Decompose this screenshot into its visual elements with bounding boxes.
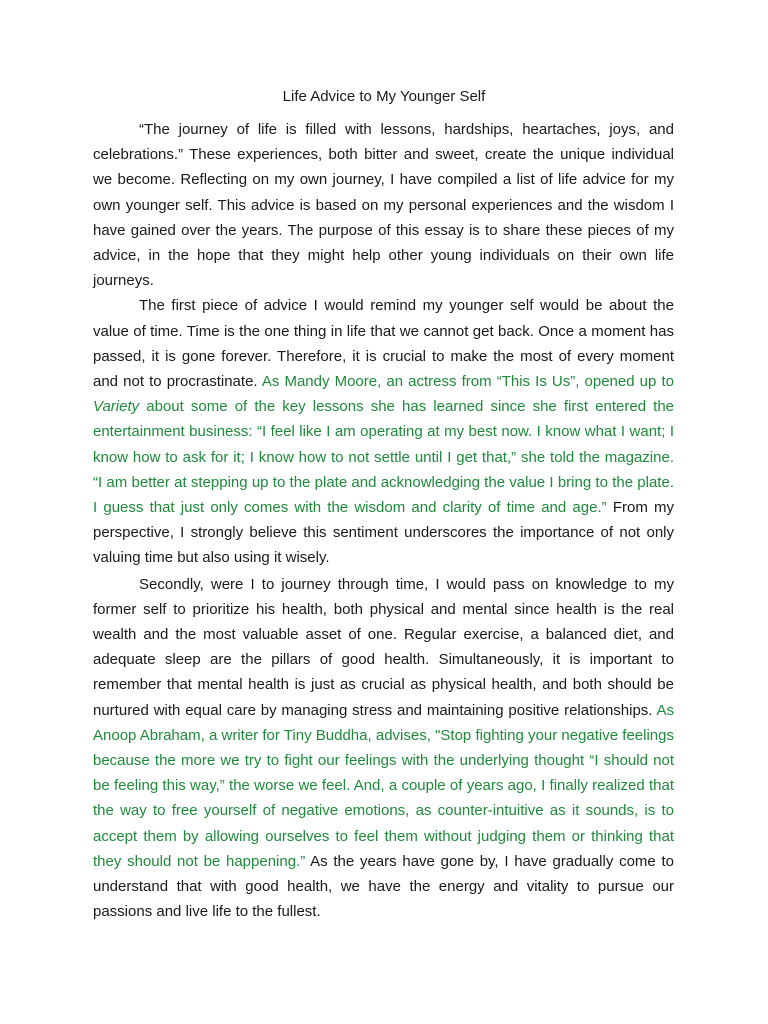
quote-variety-italic: Variety — [93, 398, 140, 416]
paragraph-time-text-2: From my perspective, I strongly believe this sentiment underscores the importance of not only valuing time but also using it wisely. — [93, 499, 675, 567]
quote-mandy-moore-1: As Mandy Moore, an actress from “This Is Us”, opened up to — [261, 373, 674, 391]
document-title: Life Advice to My Younger Self — [282, 88, 486, 105]
quote-anoop-abraham: As Anoop Abraham, a writer for Tiny Buddha, advises, "Stop fighting your negative feelings because the more we try to fight our feelings with the underlying thought “I should not be feeling this way,” the worse we feel. And, a couple of years ago, I finally realized that the way to free yourself of negative emotions, as counter-intuitive as it sounds, is to accept them by allowing ourselves to feel them without judging them or thinking that they should not be happening.” — [93, 701, 674, 870]
paragraph-health-text-2: As the years have gone by, I have gradually come to understand that with good health, we have the energy and vitality to pursue our passions and live life to the fullest. — [93, 852, 674, 921]
document-body — [93, 117, 674, 925]
quote-mandy-moore-2: about some of the key lessons she has learned since she first entered the entertainment business: “I feel like I am operating at my best now. I know what I want; I know how to ask for it; I know how to not settle until I get that,” she told the magazine. “I am better at stepping up to the plate and acknowledging the value I bring to the plate. I guess that just only comes with the wisdom and clarity of time and age.” — [93, 398, 674, 517]
paragraph-intro — [93, 117, 674, 293]
paragraph-intro-text: “The journey of life is filled with lessons, hardships, heartaches, joys, and celebrations.” These experiences, both bitter and sweet, create the unique individual we become. Reflecting on my own journey, I have compiled a list of life advice for my own younger self. This advice is based on my personal experiences and the wisdom I have gained over the years. The purpose of this essay is to share these pieces of my advice, in the hope that they might help other young individuals on their own life journeys. — [93, 121, 674, 290]
paragraph-health-text-1: Secondly, were I to journey through time, I would pass on knowledge to my former self to prioritize his health, both physical and mental since health is the real wealth and the most valuable asset of one. Regular exercise, a balanced diet, and adequate sleep are the pillars of good health. Simultaneously, it is important to remember that mental health is just as crucial as physical health, and both should be nurtured with equal care by managing stress and maintaining positive relationships. — [93, 575, 674, 719]
paragraph-time — [93, 293, 674, 570]
paragraph-time-text-1: The first piece of advice I would remind my younger self would be about the value of time. Time is the one thing in life that we cannot get back. Once a moment has passed, it is gone forever. Therefore, it is crucial to make the most of every moment and not to procrastinate. — [93, 297, 674, 391]
paragraph-health — [93, 572, 674, 925]
